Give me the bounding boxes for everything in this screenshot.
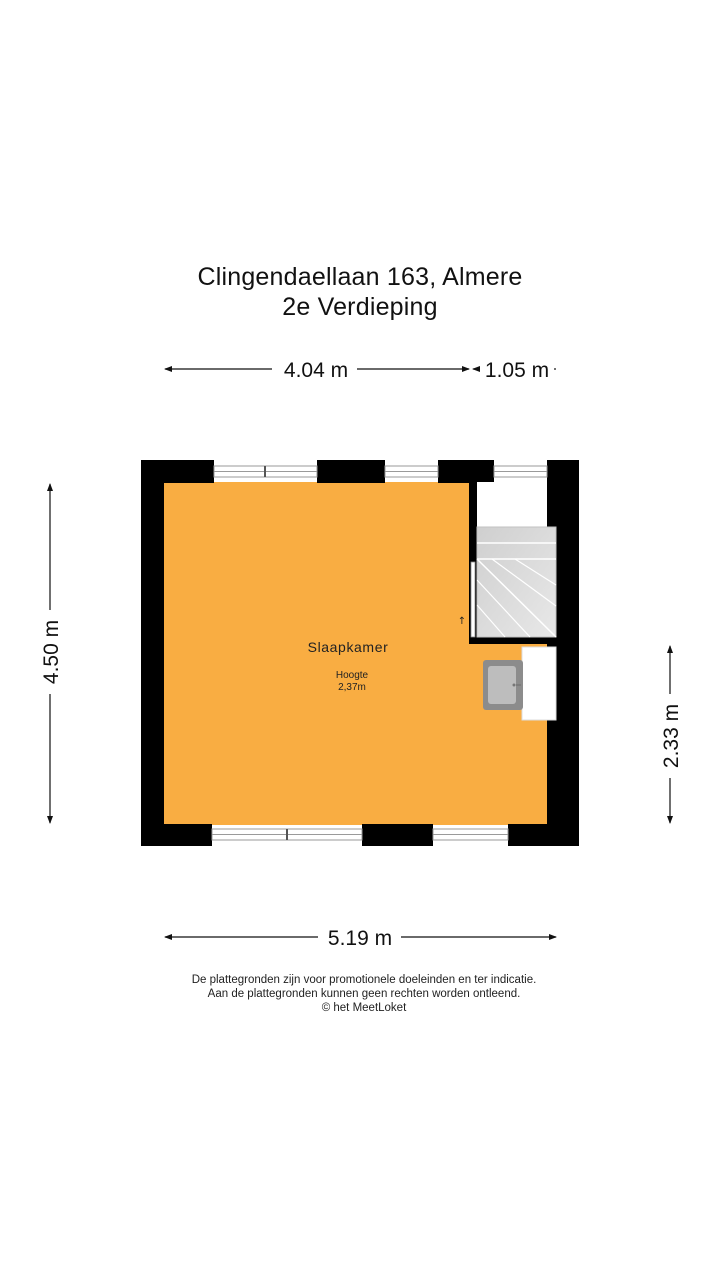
wall-top-pier-3 [438,460,494,483]
disclaimer-line-1: De plattegronden zijn voor promotionele doeleinden en ter indicatie. [191,974,537,986]
plan-title: Clingendaellaan 163, Almere [197,263,523,291]
staircase [471,527,556,637]
sink-counter [522,647,556,720]
dimension-top-right-label: 1.05 m [484,359,550,382]
window-top-1 [214,466,317,477]
wall-bottom-pier-1 [141,824,212,846]
room-height-label: Hoogte [335,670,369,681]
wall-top-pier-2 [317,460,385,483]
dimension-left [40,484,63,823]
dimension-top-left-label: 4.04 m [283,359,349,382]
dimension-left-label: 4.50 m [40,619,63,685]
wall-top-pier-1 [141,460,214,483]
window-top-3 [494,466,547,477]
disclaimer [0,973,720,1015]
plan-subtitle: 2e Verdieping [282,293,438,321]
wall-bottom-pier-2 [362,824,433,846]
window-bottom-2 [433,829,508,840]
stair-direction-arrow: ↑ [457,616,467,627]
dimension-top-right [473,359,556,382]
windows-bottom [212,829,508,840]
window-bottom-1 [212,829,362,840]
dimension-bottom [165,927,556,950]
dimension-top-left [165,359,469,382]
room-height-value: 2,37m [338,682,366,693]
disclaimer-copyright: © het MeetLoket [321,1002,407,1014]
window-top-2 [385,466,438,477]
dimension-right-label: 2.33 m [660,703,683,769]
wall-left [141,460,164,846]
dimension-bottom-label: 5.19 m [327,927,393,950]
room-name: Slaapkamer [307,639,389,655]
dimension-right [660,646,683,823]
stair-partition-horizontal [469,637,557,644]
disclaimer-line-2: Aan de plattegronden kunnen geen rechten worden ontleend. [207,988,521,1000]
wall-bottom-pier-3 [508,824,579,846]
